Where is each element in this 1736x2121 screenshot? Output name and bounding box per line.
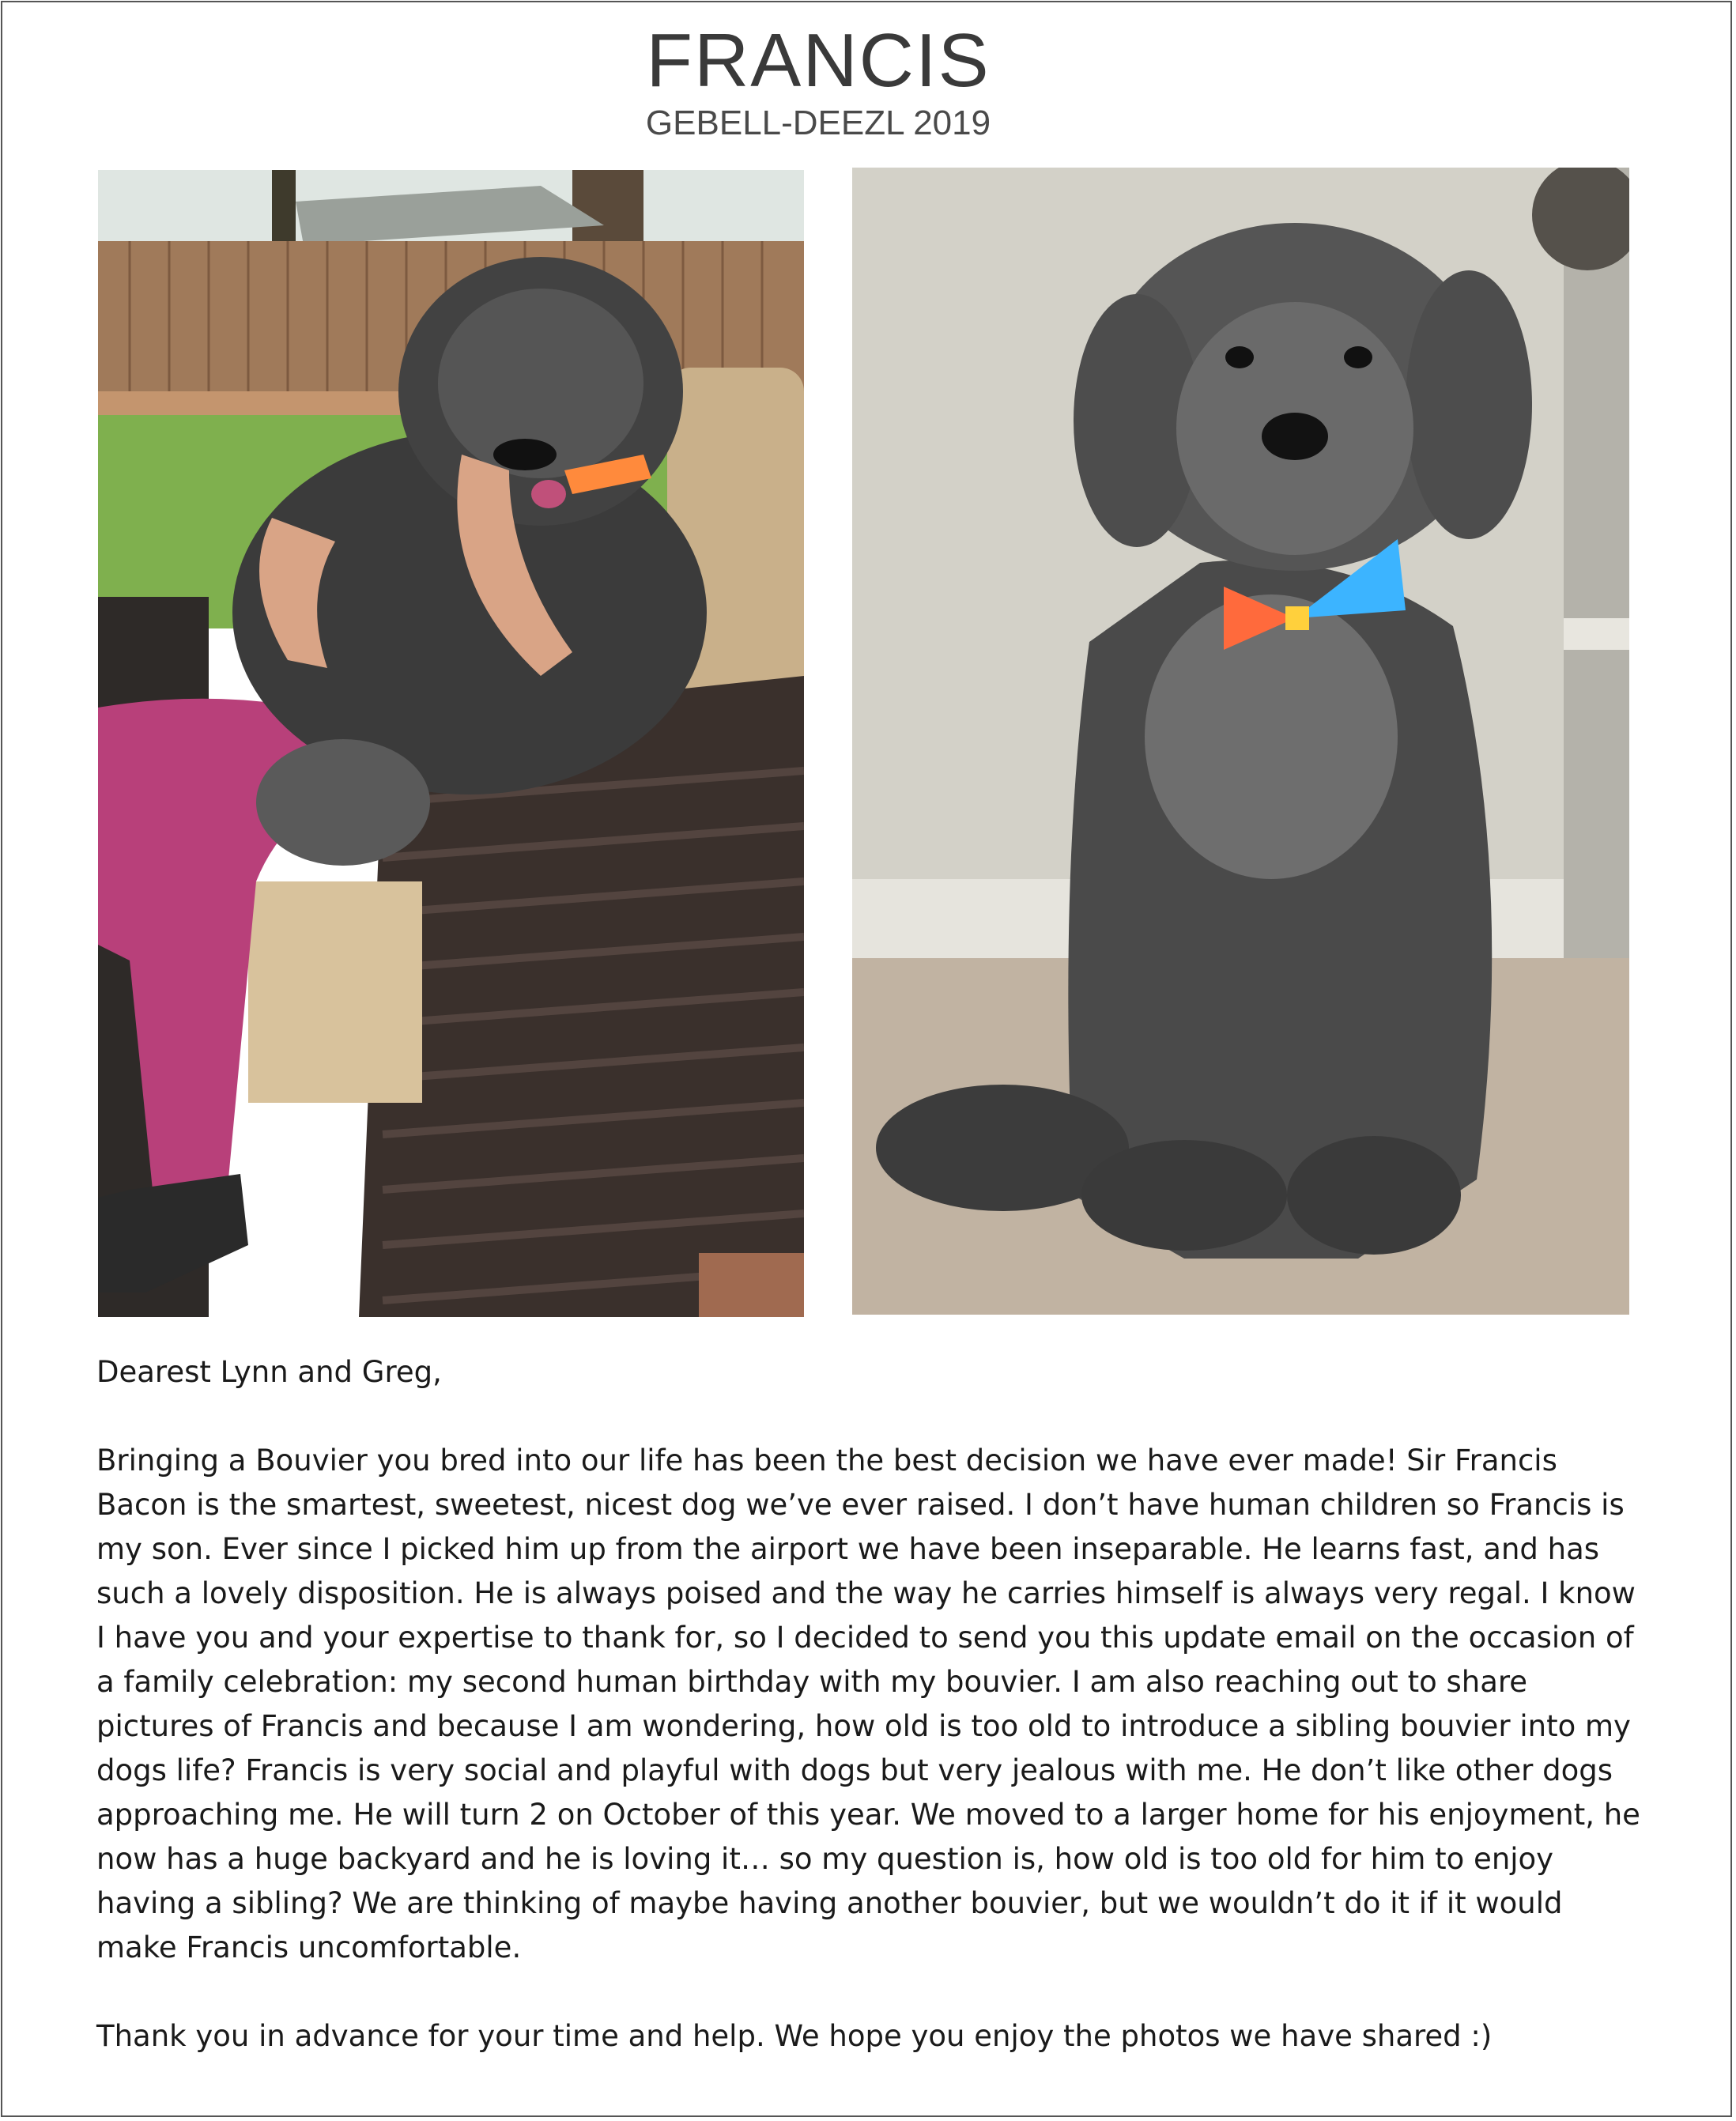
dog-on-lap-photo <box>98 170 804 1317</box>
page-subtitle: GEBELL-DEEZL 2019 <box>645 104 991 142</box>
dog-on-lap-illustration <box>98 170 804 1317</box>
letter-greeting: Dearest Lynn and Greg, <box>96 1355 442 1389</box>
letter-body <box>96 1350 1646 2059</box>
dog-sitting-photo <box>852 168 1629 1315</box>
letter-paragraph: Bringing a Bouvier you bred into our life has been the best decision we have ever made! Sir Francis Bacon is the smartest, sweetest, nicest dog we’ve ever raised. I don’t have human children so Francis is my son. Ever since I picked him up from the airport we have been inseparable. He learns fast, and has such a lovely disposition. He is always poised and the way he carries himself is always very regal. I know I have you and your expertise to thank for, so I decided to send you this update email on the occasion of a family celebration: my second human birthday with my bouvier. I am also reaching out to share pictures of Francis and because I am wondering, how old is too old to introduce a sibling bouvier into my dogs life? Francis is very social and playful with dogs but very jealous with me. He don’t like other dogs approaching me. He will turn 2 on October of this year. We moved to a larger home for his enjoyment, he now has a huge backyard and he is loving it… so my question is, how old is too old for him to enjoy having a sibling? We are thinking of maybe having another bouvier, but we wouldn’t do it if it would make Francis uncomfortable. <box>96 1444 1640 1964</box>
letter-closing: Thank you in advance for your time and help. We hope you enjoy the photos we have shared :) <box>96 2019 1493 2053</box>
dog-sitting-illustration <box>852 168 1629 1315</box>
page-title: FRANCIS <box>646 18 991 103</box>
